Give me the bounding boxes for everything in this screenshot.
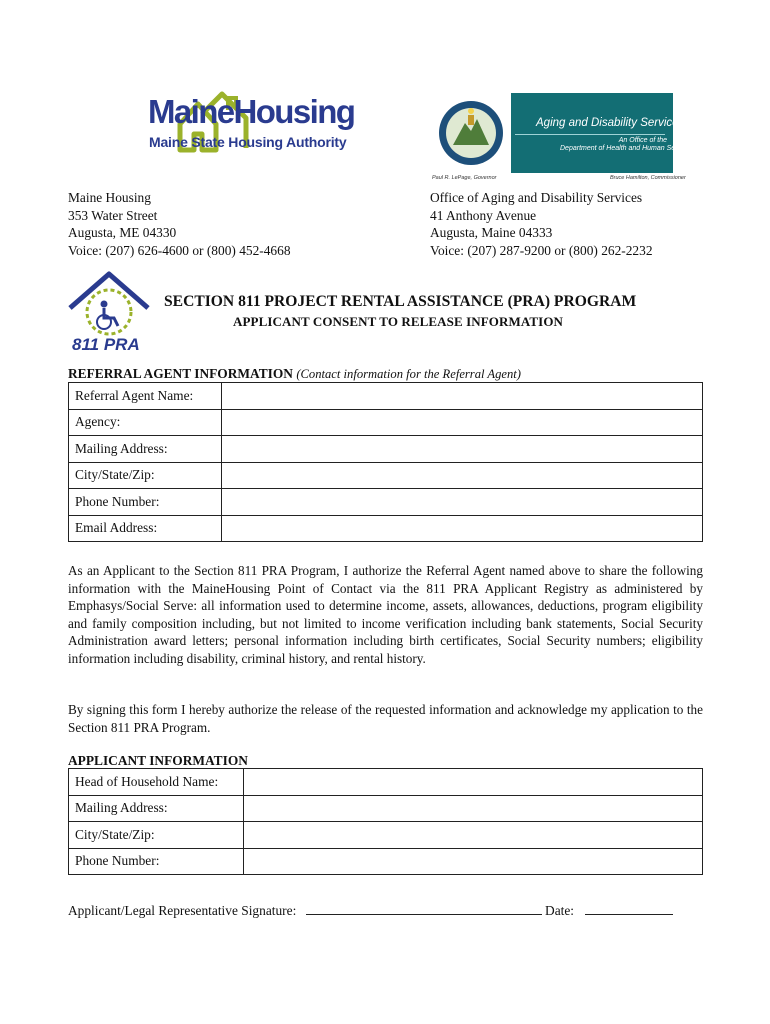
phone-number-field[interactable] [222,489,703,516]
table-row [69,409,703,436]
applicant-city-state-zip-label: City/State/Zip: [69,822,244,849]
city-state-zip-label: City/State/Zip: [69,462,222,489]
table-row [69,848,703,875]
ads-credit-governor: Paul R. LePage, Governor [432,175,497,181]
table-row [69,462,703,489]
applicant-phone-number-field[interactable] [244,848,703,875]
applicant-section-heading: APPLICANT INFORMATION [68,753,248,768]
consent-paragraph: By signing this form I hereby authorize the release of the requested information and acknowledge my application to the Section 811 PRA Program. [68,702,703,735]
address-city: Augusta, Maine 04333 [430,225,553,240]
email-address-field[interactable] [222,515,703,542]
referral-heading-text: REFERRAL AGENT INFORMATION [68,366,293,381]
ads-subtitle-line-1: An Office of the [618,137,667,144]
mainehousing-subtitle: Maine State Housing Authority [149,134,347,150]
pra-logo-text: 811 PRA [72,335,140,354]
phone-number-label: Phone Number: [69,489,222,516]
table-row [69,515,703,542]
applicant-table [68,768,703,875]
applicant-city-state-zip-field[interactable] [244,822,703,849]
address-street: 41 Anthony Avenue [430,207,537,223]
table-row [69,822,703,849]
address-voice: Voice: (207) 626-4600 or (800) 452-4668 [68,242,291,258]
agency-label: Agency: [69,409,222,436]
address-voice: Voice: (207) 287-9200 or (800) 262-2232 [430,242,653,258]
signature-line [68,902,673,919]
ads-subtitle-line-2: Department of Health and Human Services [560,145,694,152]
applicant-mailing-address-label: Mailing Address: [69,795,244,822]
page-title: SECTION 811 PROJECT RENTAL ASSISTANCE (PRA) PROGRAM [164,293,637,310]
pra-811-logo [64,268,154,354]
referral-section-heading [68,366,521,382]
city-state-zip-field[interactable] [222,462,703,489]
table-row [69,769,703,796]
address-name: Office of Aging and Disability Services [430,190,643,205]
ads-seal-background [431,93,511,173]
table-row [69,795,703,822]
address-street: 353 Water Street [68,207,158,223]
date-field[interactable] [585,902,673,915]
table-row [69,436,703,463]
date-label: Date: [545,903,575,918]
ads-address [430,189,653,259]
ads-credit-commissioner: Bruce Hamilton, Commissioner [610,175,686,181]
page-subtitle: APPLICANT CONSENT TO RELEASE INFORMATION [233,314,564,329]
table-row [69,383,703,410]
ads-subtitle [560,137,694,153]
referral-agent-name-label: Referral Agent Name: [69,383,222,410]
head-of-household-label: Head of Household Name: [69,769,244,796]
applicant-mailing-address-field[interactable] [244,795,703,822]
address-city: Augusta, ME 04330 [68,225,177,240]
maine-state-seal-icon [431,93,511,173]
authorization-paragraph: As an Applicant to the Section 811 PRA Program, I authorize the Referral Agent named above to share the following information with the MaineHousing Point of Contact via the 811 PRA Applicant Registry as administered by Emphasys/Social Serve: all information used to determine income, assets, allowances, deductions, program eligibility and family composition including, but not limited to income verification including bank statements, Social Security Administration award letters; personal information including birth certificates, Social Security numbers; eligibility information including disability, criminal history, and rental history. [68,563,703,666]
referral-heading-note: (Contact information for the Referral Agent) [296,367,521,381]
mainehousing-name: MaineHousing [148,93,355,130]
mailing-address-label: Mailing Address: [69,436,222,463]
mailing-address-field[interactable] [222,436,703,463]
agency-field[interactable] [222,409,703,436]
table-row [69,489,703,516]
ads-divider [515,134,665,135]
referral-agent-name-field[interactable] [222,383,703,410]
head-of-household-field[interactable] [244,769,703,796]
referral-agent-table [68,382,703,542]
signature-field[interactable] [306,902,542,915]
ads-title: Aging and Disability Services [536,117,685,129]
email-address-label: Email Address: [69,515,222,542]
address-name: Maine Housing [68,190,151,205]
applicant-phone-number-label: Phone Number: [69,848,244,875]
signature-label: Applicant/Legal Representative Signature: [68,903,297,918]
mainehousing-address [68,189,291,259]
